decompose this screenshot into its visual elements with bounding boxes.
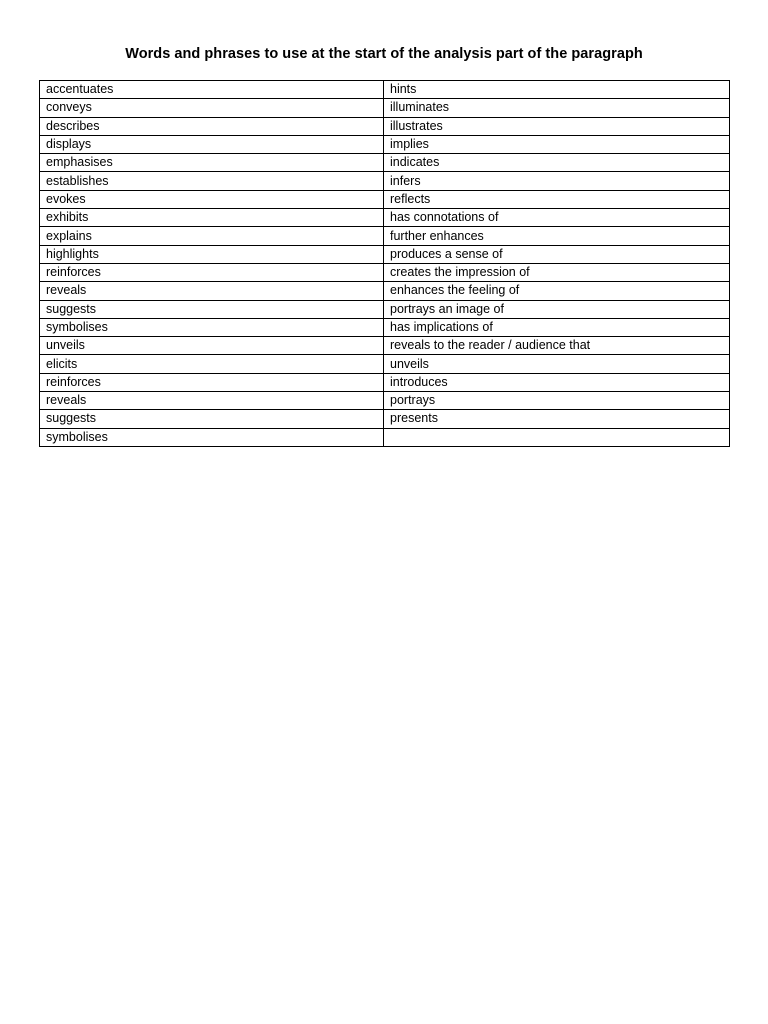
table-row	[40, 355, 730, 373]
table-cell: establishes	[40, 172, 384, 190]
table-row	[40, 154, 730, 172]
table-row	[40, 81, 730, 99]
table-cell: conveys	[40, 99, 384, 117]
table-cell: unveils	[384, 355, 730, 373]
table-cell: creates the impression of	[384, 263, 730, 281]
table-cell: describes	[40, 117, 384, 135]
table-row	[40, 99, 730, 117]
table-row	[40, 135, 730, 153]
table-cell: indicates	[384, 154, 730, 172]
table-cell: implies	[384, 135, 730, 153]
table-cell	[384, 428, 730, 446]
page-title: Words and phrases to use at the start of the analysis part of the paragraph	[125, 46, 643, 62]
table-cell: highlights	[40, 245, 384, 263]
table-row	[40, 373, 730, 391]
table-cell: enhances the feeling of	[384, 282, 730, 300]
table-cell: portrays	[384, 392, 730, 410]
table-cell: exhibits	[40, 209, 384, 227]
table-cell: reflects	[384, 190, 730, 208]
table-row	[40, 209, 730, 227]
table-row	[40, 282, 730, 300]
table-row	[40, 190, 730, 208]
table-cell: accentuates	[40, 81, 384, 99]
table-cell: reinforces	[40, 263, 384, 281]
table-row	[40, 318, 730, 336]
table-cell: illustrates	[384, 117, 730, 135]
table-cell: unveils	[40, 337, 384, 355]
table-cell: infers	[384, 172, 730, 190]
table-cell: symbolises	[40, 318, 384, 336]
table-cell: explains	[40, 227, 384, 245]
table-row	[40, 117, 730, 135]
table-row	[40, 392, 730, 410]
table-cell: elicits	[40, 355, 384, 373]
table-row	[40, 428, 730, 446]
table-cell: suggests	[40, 410, 384, 428]
table-cell: reinforces	[40, 373, 384, 391]
table-cell: presents	[384, 410, 730, 428]
table-row	[40, 227, 730, 245]
table-cell: introduces	[384, 373, 730, 391]
table-cell: evokes	[40, 190, 384, 208]
table-cell: further enhances	[384, 227, 730, 245]
table-cell: emphasises	[40, 154, 384, 172]
table-cell: displays	[40, 135, 384, 153]
table-cell: illuminates	[384, 99, 730, 117]
table-cell: portrays an image of	[384, 300, 730, 318]
words-table	[39, 80, 730, 447]
table-cell: reveals to the reader / audience that	[384, 337, 730, 355]
table-cell: has implications of	[384, 318, 730, 336]
table-row	[40, 337, 730, 355]
table-cell: suggests	[40, 300, 384, 318]
table-cell: has connotations of	[384, 209, 730, 227]
table-row	[40, 263, 730, 281]
table-row	[40, 410, 730, 428]
table-cell: reveals	[40, 392, 384, 410]
table-row	[40, 300, 730, 318]
table-cell: reveals	[40, 282, 384, 300]
table-cell: produces a sense of	[384, 245, 730, 263]
table-cell: symbolises	[40, 428, 384, 446]
table-row	[40, 172, 730, 190]
table-cell: hints	[384, 81, 730, 99]
table-row	[40, 245, 730, 263]
